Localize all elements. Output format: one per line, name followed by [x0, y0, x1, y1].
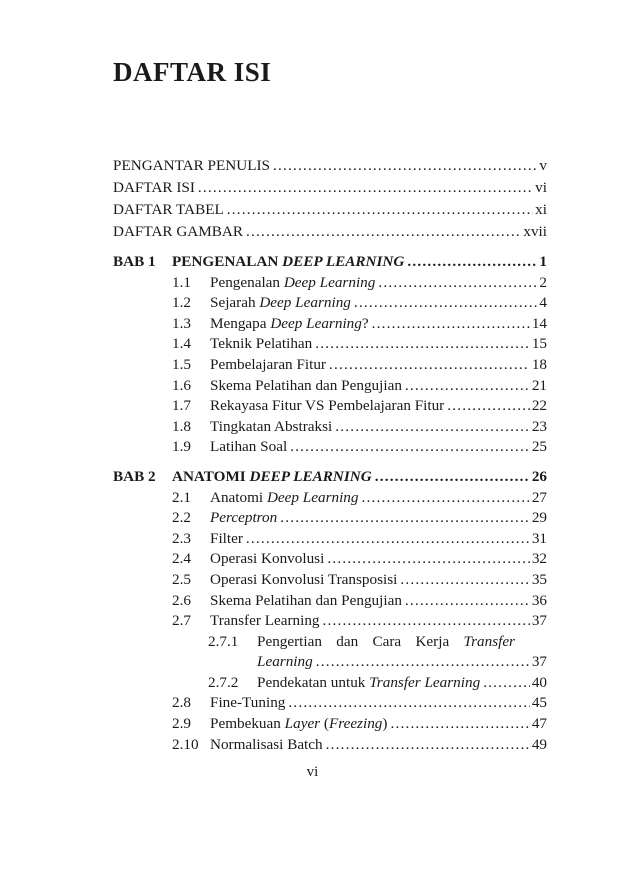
dot-leader [372, 314, 530, 335]
entry-text: ( [320, 715, 329, 733]
entry-number: 2.2 [172, 509, 191, 527]
chapter-title [172, 252, 404, 273]
toc-entry [113, 549, 547, 570]
page-number: 35 [531, 570, 547, 588]
entry-text: ANATOMI [172, 467, 250, 485]
dot-leader [335, 417, 530, 438]
entry-text: dan [336, 632, 359, 650]
entry-label [210, 570, 397, 591]
page-number: 18 [531, 355, 547, 373]
toc-entry [113, 314, 547, 335]
entry-text: Mengapa [210, 314, 271, 332]
page-number: 26 [531, 467, 547, 485]
toc-entry [113, 693, 547, 714]
entry-number: 1.4 [172, 335, 191, 353]
toc-entry [113, 417, 547, 438]
entry-text: Cara [372, 632, 402, 650]
toc-entry [113, 714, 547, 735]
toc-entry [113, 293, 547, 314]
entry-label [210, 293, 351, 314]
entry-text: Skema Pelatihan dan Pengujian [210, 376, 402, 394]
toc-entry [113, 570, 547, 591]
chapter-label: BAB 1 [113, 253, 156, 270]
entry-text: Transfer Learning [210, 612, 320, 630]
toc-subentry-continuation [113, 652, 547, 673]
entry-number: 2.4 [172, 550, 191, 568]
entry-label [210, 591, 402, 612]
toc-front-matter-entry [113, 155, 547, 177]
dot-leader [378, 273, 537, 294]
dot-leader [375, 467, 530, 488]
entry-text: Freezing [328, 715, 383, 733]
page-number: 2 [539, 273, 547, 291]
page-number: 27 [531, 488, 547, 506]
page-number: 45 [531, 694, 547, 712]
page-number: 21 [531, 376, 547, 394]
front-matter-list [113, 155, 547, 243]
entry-text: Pengenalan [210, 273, 284, 291]
entry-number: 1.6 [172, 376, 191, 394]
page-number: 23 [531, 417, 547, 435]
dot-leader [246, 221, 521, 243]
entry-label [210, 437, 287, 458]
chapter-list [113, 252, 547, 755]
entry-text: Pembekuan [210, 715, 285, 733]
page-number: 22 [531, 397, 547, 415]
toc-entry [113, 591, 547, 612]
dot-leader [326, 735, 530, 756]
entry-text: Transfer Learning [369, 673, 481, 691]
toc-chapter [113, 467, 547, 755]
toc-front-matter-entry [113, 221, 547, 243]
page-number: 32 [531, 550, 547, 568]
entry-label [210, 376, 402, 397]
entry-label [210, 417, 332, 438]
toc-front-matter-entry [113, 199, 547, 221]
page-number: 37 [531, 612, 547, 630]
entry-number: 1.1 [172, 273, 191, 291]
page-number: 4 [539, 294, 547, 312]
entry-text: Rekayasa Fitur VS Pembelajaran Fitur [210, 397, 445, 415]
toc-entry [113, 735, 547, 756]
entry-number: 2.6 [172, 591, 191, 609]
entry-text: Perceptron [210, 509, 278, 527]
dot-leader [447, 396, 530, 417]
page-number: 25 [531, 438, 547, 456]
dot-leader [288, 693, 529, 714]
toc-entry [113, 508, 547, 529]
entry-text: Skema Pelatihan dan Pengujian [210, 591, 402, 609]
entry-number: 2.9 [172, 715, 191, 733]
entry-label [210, 611, 320, 632]
dot-leader [273, 155, 537, 177]
entry-text: ) [382, 715, 388, 733]
entry-label [210, 508, 277, 529]
entry-text: Tingkatan Abstraksi [210, 417, 333, 435]
page-number: 40 [531, 673, 547, 691]
entry-text: Deep Learning [270, 314, 362, 332]
dot-leader [329, 355, 530, 376]
toc-entry [113, 355, 547, 376]
entry-text: Sejarah [210, 294, 260, 312]
dot-leader [246, 529, 530, 550]
entry-text: Pengertian [257, 632, 322, 650]
toc-content [113, 0, 547, 755]
page-title: DAFTAR ISI [113, 57, 272, 87]
entry-label [257, 632, 515, 653]
dot-leader [405, 591, 530, 612]
entry-text: Normalisasi Batch [210, 735, 323, 753]
entry-text: Pembelajaran Fitur [210, 355, 326, 373]
entry-text: Transfer [463, 632, 515, 650]
dot-leader [315, 334, 530, 355]
chapter-title [172, 467, 372, 488]
entry-text: Fine-Tuning [210, 694, 286, 712]
entry-label [210, 714, 387, 735]
entry-text: Teknik Pelatihan [210, 335, 313, 353]
dot-leader [483, 673, 530, 694]
entry-label: PENGANTAR PENULIS [113, 157, 270, 174]
entry-text: ? [361, 314, 369, 332]
entry-text: PENGENALAN [172, 253, 283, 270]
page-number: 49 [531, 735, 547, 753]
entry-number: 1.3 [172, 314, 191, 332]
entry-number: 2.1 [172, 488, 191, 506]
toc-subentry [113, 673, 547, 694]
page-number: 37 [531, 653, 547, 671]
dot-leader [390, 714, 529, 735]
entry-label: DAFTAR ISI [113, 179, 195, 196]
entry-number: 1.2 [172, 294, 191, 312]
entry-text: Latihan Soal [210, 438, 288, 456]
entry-number: 2.3 [172, 529, 191, 547]
entry-text: Operasi Konvolusi Transposisi [210, 570, 398, 588]
page-number: 15 [531, 335, 547, 353]
toc-entry [113, 529, 547, 550]
entry-label [210, 529, 243, 550]
dot-leader [405, 376, 530, 397]
entry-label [210, 488, 359, 509]
toc-entry [113, 334, 547, 355]
entry-label [210, 334, 312, 355]
entry-number: 2.7 [172, 612, 191, 630]
entry-text: Pendekatan untuk [257, 673, 370, 691]
toc-entry [113, 273, 547, 294]
entry-number: 1.9 [172, 438, 191, 456]
toc-entry [113, 437, 547, 458]
page-number: xi [535, 201, 547, 218]
entry-text: DEEP LEARNING [249, 467, 372, 485]
toc-chapter-heading [113, 467, 547, 488]
entry-text: DEEP LEARNING [282, 253, 405, 270]
entry-number: 2.8 [172, 694, 191, 712]
page-number: 1 [539, 253, 547, 270]
entry-label [210, 396, 444, 417]
dot-leader [407, 252, 537, 273]
dot-leader [280, 508, 530, 529]
entry-label [210, 355, 326, 376]
entry-text: Kerja [415, 632, 450, 650]
entry-number: 2.10 [172, 735, 199, 753]
entry-text: Deep Learning [259, 294, 351, 312]
entry-text: Layer [284, 715, 321, 733]
entry-label [257, 652, 313, 673]
entry-label [210, 314, 369, 335]
page-number: v [539, 157, 547, 174]
page-number: vi [535, 179, 547, 196]
toc-chapter-heading [113, 252, 547, 273]
entry-label [210, 273, 375, 294]
dot-leader [290, 437, 530, 458]
page-number: 36 [531, 591, 547, 609]
entry-number: 1.7 [172, 397, 191, 415]
dot-leader [323, 611, 530, 632]
page-number: 14 [531, 314, 547, 332]
toc-entry [113, 488, 547, 509]
dot-leader [198, 177, 533, 199]
toc-subentry [113, 632, 547, 653]
dot-leader [227, 199, 533, 221]
dot-leader [400, 570, 529, 591]
entry-number: 2.7.2 [208, 673, 239, 691]
entry-number: 1.8 [172, 417, 191, 435]
entry-label [210, 549, 324, 570]
entry-text: Operasi Konvolusi [210, 550, 325, 568]
entry-text: Deep Learning [266, 488, 359, 506]
entry-text: Deep Learning [283, 273, 376, 291]
toc-front-matter-entry [113, 177, 547, 199]
toc-entry [113, 376, 547, 397]
toc-entry [113, 611, 547, 632]
entry-label [210, 735, 323, 756]
chapter-label: BAB 2 [113, 467, 156, 485]
page-number: xvii [523, 223, 547, 240]
dot-leader [354, 293, 538, 314]
entry-label [257, 673, 480, 694]
entry-number: 2.7.1 [208, 632, 239, 650]
footer-page-number: vi [306, 764, 319, 780]
page-number: 31 [531, 529, 547, 547]
dot-leader [327, 549, 529, 570]
entry-number: 1.5 [172, 355, 191, 373]
entry-text: Filter [210, 529, 243, 547]
toc-chapter [113, 252, 547, 458]
entry-text: Anatomi [210, 488, 267, 506]
entry-label [210, 693, 285, 714]
dot-leader [316, 652, 530, 673]
entry-label: DAFTAR TABEL [113, 201, 224, 218]
page-number: 47 [531, 715, 547, 733]
toc-entry [113, 396, 547, 417]
entry-label: DAFTAR GAMBAR [113, 223, 244, 240]
dot-leader [362, 488, 530, 509]
page-number: 29 [531, 509, 547, 527]
entry-number: 2.5 [172, 570, 191, 588]
entry-text: Learning [257, 653, 313, 671]
